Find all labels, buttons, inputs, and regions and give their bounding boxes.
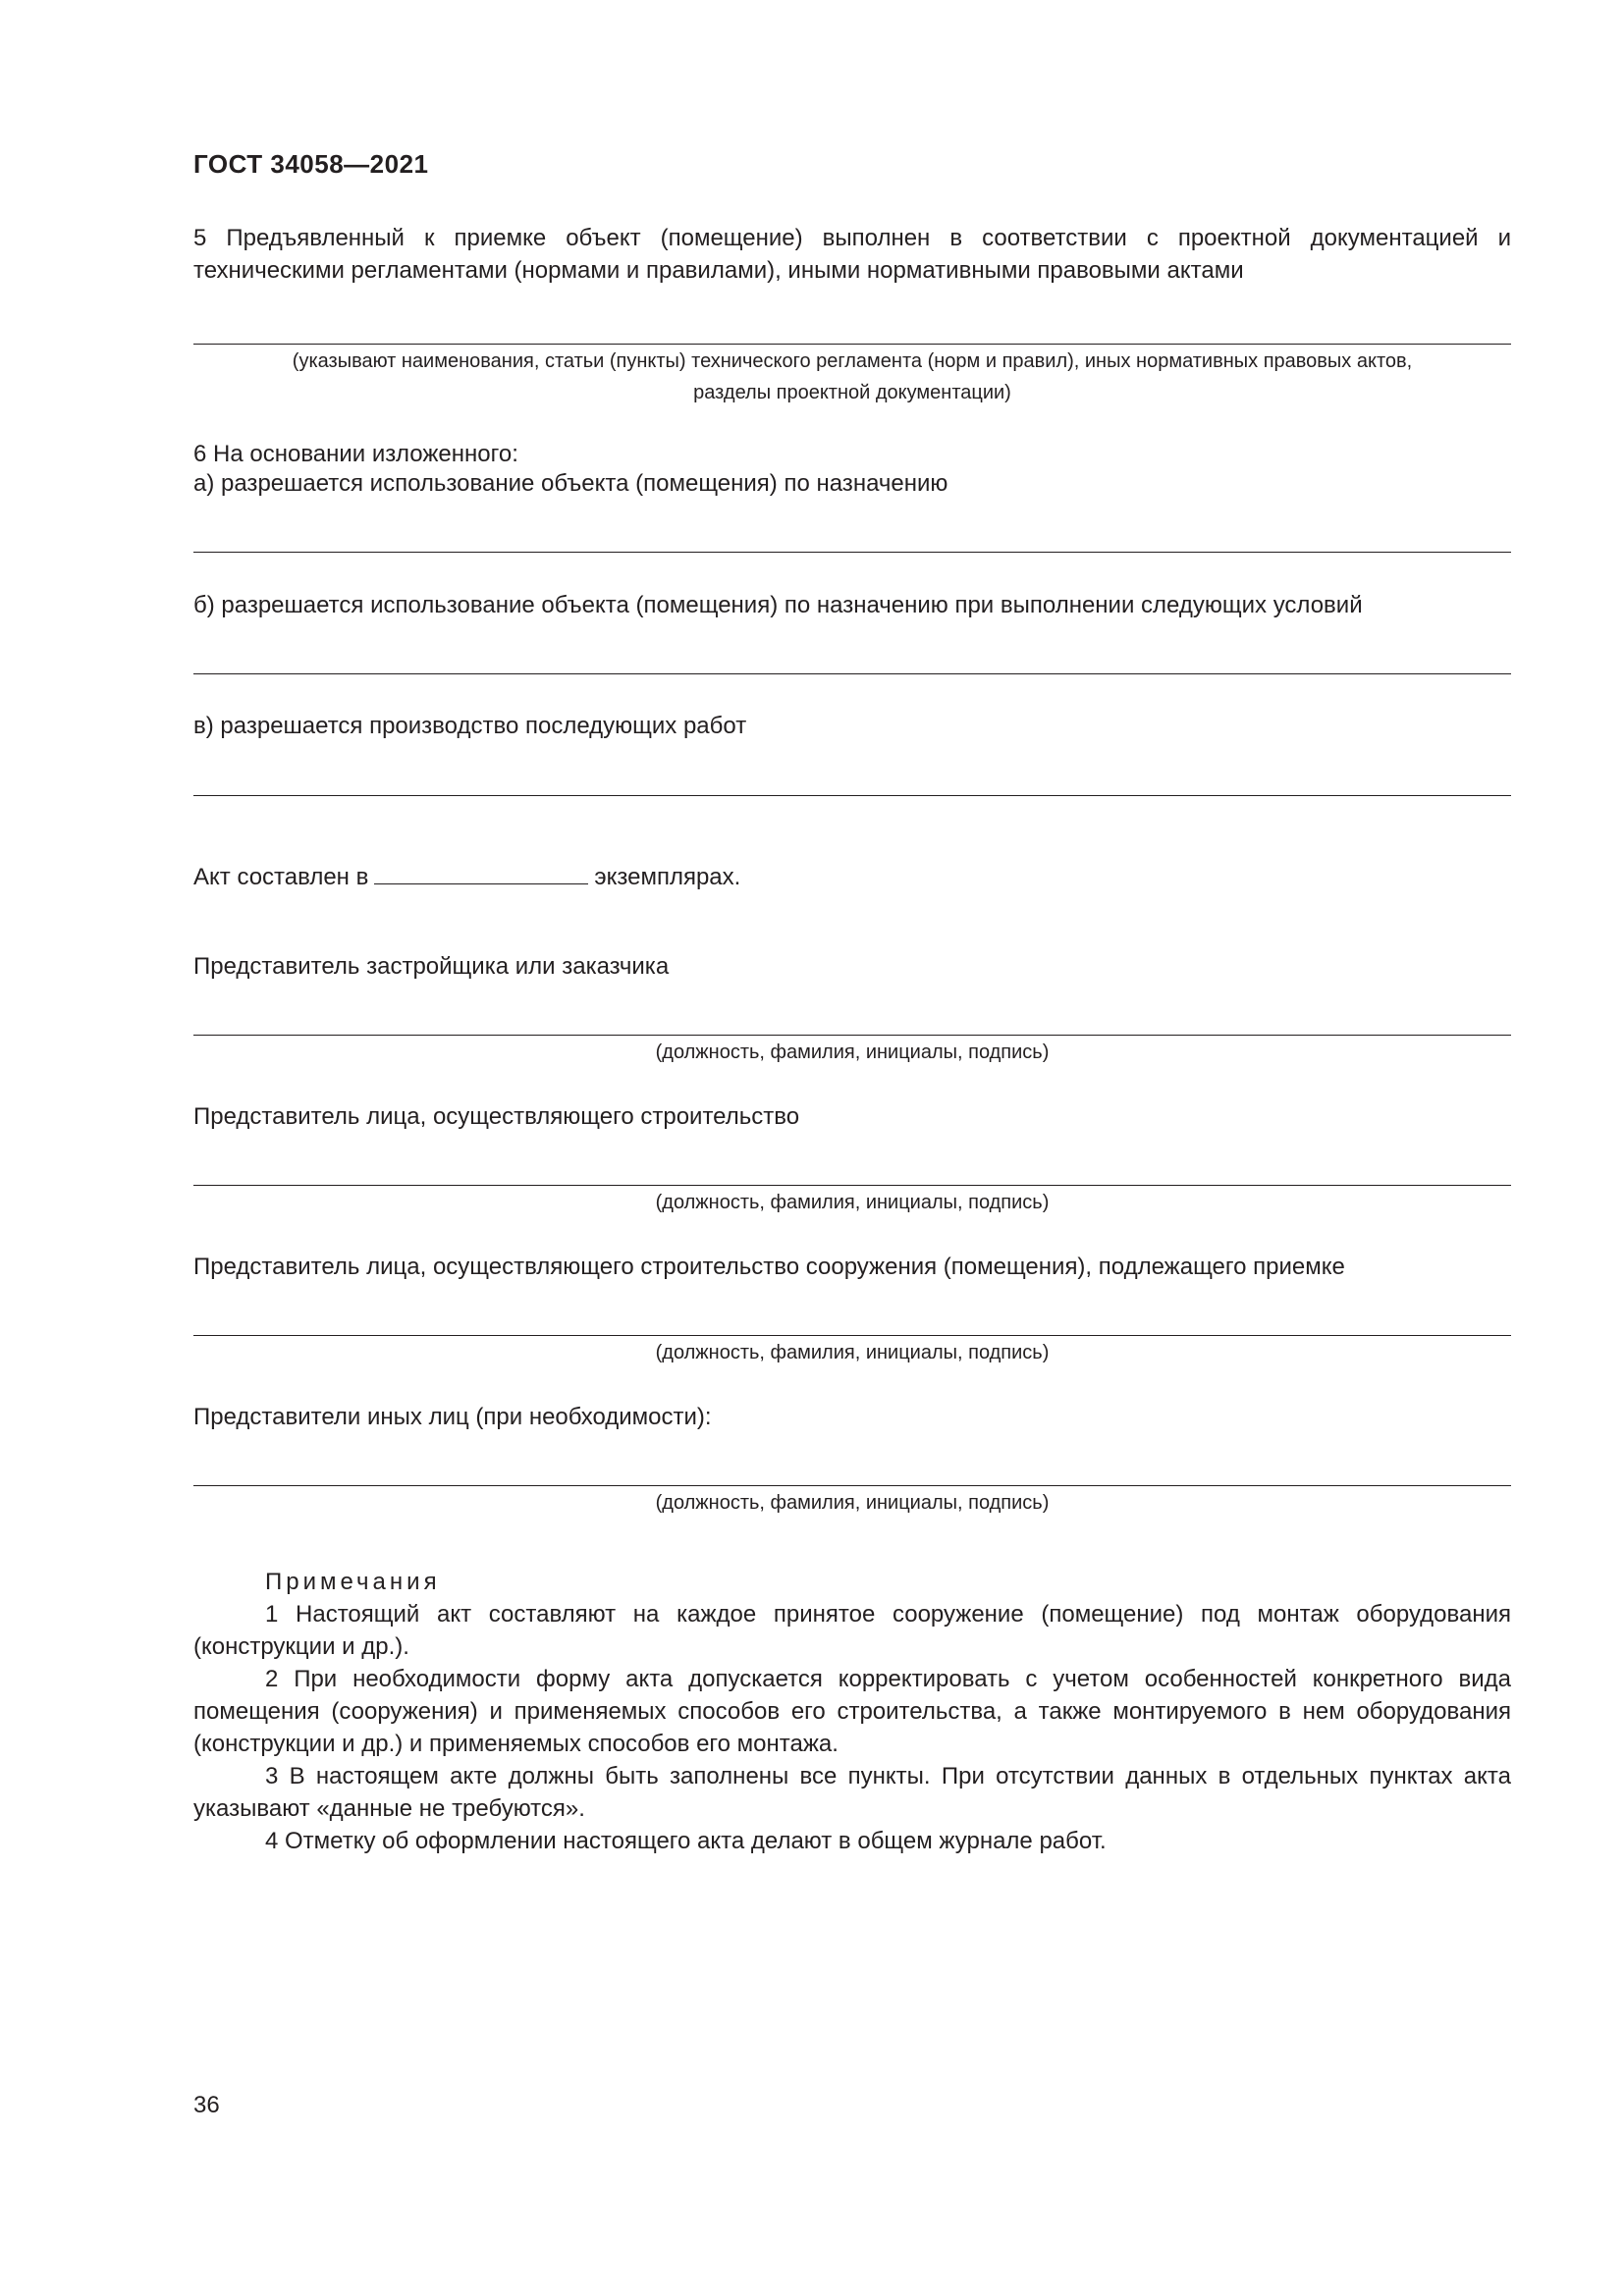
section-6-item-b: б) разрешается использование объекта (помещения) по назначению при выполнении следующих условий [193, 592, 1363, 618]
copies-count-blank [374, 862, 588, 884]
section-5-fill-line [193, 344, 1511, 345]
signature-label-developer: Представитель застройщика или заказчика [193, 953, 670, 980]
section-6-item-c: в) разрешается производство последующих работ [193, 713, 747, 739]
note-item-2: 2 При необходимости форму акта допускается корректировать с учетом особенностей конкретного вида помещения (сооружения) и применяемых способов его строительства, а также монтируемого в нем оборудования (конструкции и др.) и применяемых способов его монтажа. [193, 1666, 1511, 1757]
page-number: 36 [193, 2092, 220, 2118]
section-6-item-a: а) разрешается использование объекта (помещения) по назначению [193, 470, 948, 497]
copies-prefix: Акт составлен в [193, 864, 369, 890]
section-5-text: 5 Предъявленный к приемке объект (помещение) выполнен в соответствии с проектной документацией и техническими регламентами (нормами и правилами), иными нормативными правовыми актами [193, 225, 1511, 284]
signature-line-builder [193, 1185, 1511, 1186]
note-item-3: 3 В настоящем акте должны быть заполнены все пункты. При отсутствии данных в отдельных пунктах акта указывают «данные не требуются». [193, 1763, 1511, 1822]
signature-line-other-persons [193, 1485, 1511, 1486]
copies-suffix: экземплярах. [594, 864, 741, 890]
section-5-caption-line-2: разделы проектной документации) [693, 382, 1011, 403]
section-5-caption-line-1: (указывают наименования, статьи (пункты) технического регламента (норм и правил), иных нормативных правовых актов, [292, 350, 1413, 372]
section-6-intro: 6 На основании изложенного: [193, 441, 518, 467]
note-item-1: 1 Настоящий акт составляют на каждое принятое сооружение (помещение) под монтаж оборудования (конструкции и др.). [193, 1601, 1511, 1660]
item-b-fill-line [193, 673, 1511, 674]
signature-line-developer [193, 1035, 1511, 1036]
signature-label-builder: Представитель лица, осуществляющего строительство [193, 1103, 800, 1130]
signature-caption-builder: (должность, фамилия, инициалы, подпись) [655, 1192, 1050, 1213]
note-item-4: 4 Отметку об оформлении настоящего акта делают в общем журнале работ. [265, 1828, 1107, 1854]
signature-caption-developer: (должность, фамилия, инициалы, подпись) [655, 1041, 1050, 1063]
item-c-fill-line [193, 795, 1511, 796]
signature-label-other-persons: Представители иных лиц (при необходимости): [193, 1404, 712, 1430]
document-code-header: ГОСТ 34058—2021 [193, 149, 429, 179]
notes-block [193, 1566, 1511, 1857]
copies-line [193, 861, 1511, 893]
signature-caption-structure-builder: (должность, фамилия, инициалы, подпись) [655, 1342, 1050, 1363]
notes-title: Примечания [265, 1569, 441, 1595]
item-a-fill-line [193, 552, 1511, 553]
signature-line-structure-builder [193, 1335, 1511, 1336]
signature-caption-other-persons: (должность, фамилия, инициалы, подпись) [655, 1492, 1050, 1514]
signature-label-structure-builder: Представитель лица, осуществляющего строительство сооружения (помещения), подлежащего приемке [193, 1254, 1345, 1280]
